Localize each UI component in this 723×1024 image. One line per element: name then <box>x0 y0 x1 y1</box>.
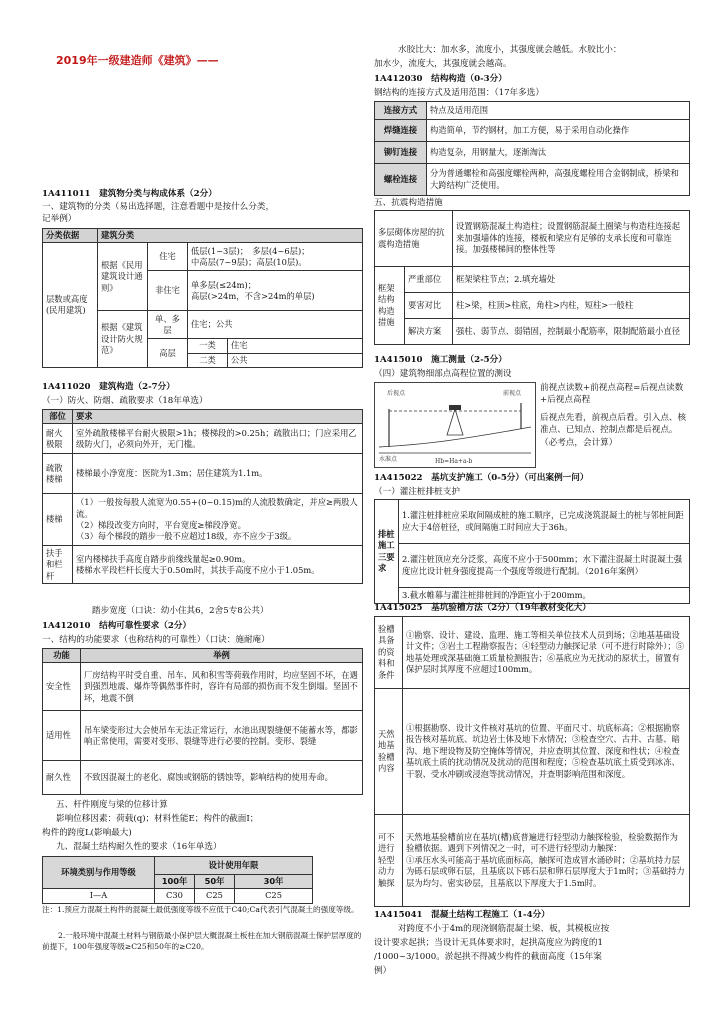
s9-line1: 对跨度不小于4m的现浇钢筋混凝土梁、板，其模板应按 <box>398 924 610 934</box>
f1-val: 厂房结构平时受自重、吊车、风和积雪等荷载作用时，均应坚固不坏，在遇到强烈地震、爆炸等偶然事件时，容许有局部的损伤而不发生倒塌。坚固不坏，地震不倒 <box>81 663 363 711</box>
insp-v1: ①勘察、设计、建设、监理、施工等相关单位技术人员到场；②地基基础设计文件；③岩土工程勘察报告；④轻型动力触探记录（可不进行时除外）；⑤地基处理或深基础施工质量检测报告；⑥基底应为无扰动的原状土，留置有保护层时其厚度不应超过100mm。 <box>403 617 690 689</box>
res-value-1: 低层(1~3层)； 多层(4~6层)； <box>191 245 310 256</box>
s1-intro: 一、建筑物的分类（易出选择题，注意看题中是按什么分类， <box>42 202 275 212</box>
water-binder-1: 水胶比大：加水多，流度小，其强度就会越低。水胶比小： <box>398 45 622 55</box>
s3-line2: 影响位移因素：荷载(q)；材料性能E；构件的截面I； <box>56 814 259 824</box>
th-category: 建筑分类 <box>98 229 363 243</box>
fig-bench: 水准点 <box>379 456 398 463</box>
res-value-2: 中高层(7~9层)；高层(10层)。 <box>191 256 307 267</box>
high-res: 住宅 <box>228 339 363 353</box>
r4-val-2: 楼梯水平段栏杆长度大于0.50m时，其扶手高度不应小于1.05m。 <box>76 564 320 575</box>
nonres-label: 非住宅 <box>148 271 188 311</box>
building-class-table <box>42 228 363 368</box>
leveling-figure <box>374 382 536 468</box>
r3-val-3: （3）每个梯段的踏步一般不应超过18级，亦不应少于3级。 <box>76 531 297 542</box>
val-30: C25 <box>235 889 313 903</box>
r4-val-1: 室内楼梯扶手高度自踏步前缘线量起≥0.90m。 <box>76 553 251 564</box>
th-100: 100年 <box>155 875 195 889</box>
s3-sub: 一、结构的功能要求（也称结构的可靠性）（口诀：施耐庵） <box>42 635 270 645</box>
nonres-value-1: 单多层(≤24m)； <box>191 279 257 290</box>
pile-key: 排桩施工三要求 <box>375 500 399 604</box>
s3-heading: 1A412010 结构可靠性要求（2分） <box>42 621 192 631</box>
nonres-value-2: 高层(>24m，不含>24m的单层) <box>191 290 315 301</box>
residential-label: 住宅 <box>148 243 188 271</box>
seismic-table <box>374 210 690 345</box>
s9-heading: 1A415041 混凝土结构工程施工（1-4分） <box>374 910 550 920</box>
frame-key: 框架结构构造措施 <box>375 267 405 345</box>
m2-val: 构造复杂，用钢量大，逐渐淘汰 <box>427 142 690 164</box>
a2-val: 柱>梁，柱顶>柱底，角柱>内柱，短柱>一般柱 <box>453 293 690 319</box>
stair-note: 踏步宽度（口诀：幼小住其6，2舍5专8公共） <box>92 606 269 616</box>
s8-heading: 1A415025 基坑验槽方法（2分）（19年教材变化大） <box>374 603 591 613</box>
leveling-text-1: 前视点读数+前视点高程=后视点读数+后视点高程 <box>540 383 684 406</box>
durability-table <box>42 856 313 904</box>
pile-req-2: 2.灌注桩顶应充分泛浆，高度不应小于500mm；水下灌注混凝土时混凝土强度应比设计桩身强度提高一个强度等级进行配制。（2016年案例） <box>399 544 690 588</box>
th-50: 50年 <box>195 875 235 889</box>
f2-val: 吊车梁变形过大会使吊车无法正常运行，水池出现裂缝便不能蓄水等，都影响正常使用，需要对变形、裂缝等进行必要的控制。变形、裂缝 <box>81 711 363 761</box>
th-req: 要求 <box>73 410 363 424</box>
s1-heading: 1A411011 建筑物分类与构成体系（2分） <box>42 189 217 199</box>
single-value: 住宅；公共 <box>188 311 363 339</box>
s4-sub: 钢结构的连接方式及适用范围：（17年多选） <box>374 88 544 98</box>
m1-val: 构造简单，节约钢材，加工方便，易于采用自动化操作 <box>427 120 690 142</box>
steel-connection-table <box>374 101 690 196</box>
civil-code: 根据《民用建筑设计通则》 <box>98 243 148 311</box>
a3-val: 强柱、弱节点、弱错固，控制最小配筋率，限制配筋最小直径 <box>453 319 690 345</box>
fig-front: 前视点 <box>503 390 522 397</box>
s4-heading: 1A412030 结构构造（0-3分） <box>374 74 507 84</box>
s6-sub: （四）建筑物细部点高程位置的测设 <box>374 369 512 379</box>
r2-key: 疏散楼梯 <box>43 454 73 494</box>
s3-line4: 九、混凝土结构耐久性的要求（16年单选） <box>56 842 222 852</box>
m2-key: 铆钉连接 <box>375 142 427 164</box>
m3-val: 分为普通螺栓和高强度螺栓两种，高强度螺栓用合金钢制成，桥梁和大跨结构广泛使用。 <box>427 164 690 196</box>
r1-key: 耐火极限 <box>43 424 73 454</box>
footnote-2: 2.一般环境中混凝土材料与钢筋最小保护层大概混凝土板柱在加大钢筋混凝土保护层厚度的前提下，100年强度等级≥C25和50年的≥C20。 <box>42 931 362 952</box>
masonry-key: 多层砌体房屋的抗震构造措施 <box>375 211 453 267</box>
s2-heading: 1A411020 建筑构造（2-7分） <box>42 382 175 392</box>
r2-val: 楼梯最小净宽度：医院为1.3m；居住建筑为1.1m。 <box>73 454 363 494</box>
high-pub: 公共 <box>228 353 363 367</box>
pile-req-1: 1.灌注桩排桩应采取间隔成桩的施工顺序，已完成浇筑混凝土的桩与邻桩间距应大于4倍桩径，或间隔施工时间应大于36h。 <box>399 500 690 544</box>
page-title: 2019年一级建造师《建筑》—— <box>56 54 219 67</box>
th-method: 连接方式 <box>375 102 427 120</box>
r1-val: 室外疏散楼梯平台耐火极限>1h；楼梯段的>0.25h；疏散出口；门应采用乙级防火门，必须向外开，无门槛。 <box>73 424 363 454</box>
class-1: 一类 <box>188 339 228 353</box>
insp-v3b: ①承压水头可能高于基坑底面标高，触探可造成冒水涌砂时；②基坑持力层为砾石层或卵石层，且基底以下砾石层和卵石层厚度大于1m时；③基础持力层为均匀、密实砂层，且基底以下厚度大于1.5m时。 <box>406 854 685 888</box>
inspection-table <box>374 616 690 907</box>
th-life: 设计使用年限 <box>155 857 313 875</box>
fire-code: 根据《建筑设计防火规范》 <box>98 311 148 368</box>
insp-k1: 验槽具备的资料和条件 <box>375 617 403 689</box>
fire-table <box>42 409 363 584</box>
a1-key: 严重部位 <box>405 267 453 293</box>
a3-key: 解决方案 <box>405 319 453 345</box>
masonry-val: 设置钢筋混凝土构造柱；设置钢筋混凝土圈梁与构造柱连接起来加强墙体的连接，楼板和梁应有足够的支承长度和可靠连接。加强楼梯间的整体性等 <box>453 211 690 267</box>
s9-line3: /1000~3/1000。淤起拱不得减少构件的截面高度（15年案 <box>374 952 602 962</box>
env-class: I—A <box>43 889 155 903</box>
basis-cell: 层数或高度(民用建筑) <box>43 243 98 368</box>
insp-k3: 可不进行轻型动力触探 <box>375 815 403 907</box>
a2-key: 要害对比 <box>405 293 453 319</box>
high-label: 高层 <box>148 339 188 368</box>
val-100: C30 <box>155 889 195 903</box>
footnote-1: 注：1.预应力混凝土构件的混凝土最低强度等级不应低于C40;Ca代表引气混凝土的强度等级。 <box>42 905 359 914</box>
th-env: 环境类别与作用等级 <box>43 857 155 889</box>
water-binder-2: 加水少，流度大，其强度就会越高。 <box>374 59 512 69</box>
th-func: 功能 <box>43 649 81 663</box>
r3-key: 楼梯 <box>43 494 73 546</box>
s5-sub: 五、抗震构造措施 <box>374 198 443 208</box>
fig-eq: Hb=Ha+a-b <box>435 458 473 465</box>
s9-line2: 设计要求起拱；当设计无具体要求时，起拱高度应为跨度的1 <box>374 938 603 948</box>
s2-sub: （一）防火、防烟、疏散要求（18年单选） <box>42 396 208 406</box>
fig-back: 后视点 <box>387 390 406 397</box>
m3-key: 螺栓连接 <box>375 164 427 196</box>
insp-v3a: 天然地基验槽前应在基坑(槽)底普遍进行轻型动力触探检验，检验数据作为验槽依据。遇到下列情况之一时，可不进行轻型动力触探： <box>406 831 678 854</box>
s6-heading: 1A415010 施工测量（2-5分） <box>374 355 507 365</box>
insp-v2: ①根据勘察、设计文件核对基坑的位置、平面尺寸、坑底标高；②根据勘察报告核对基坑底、坑边岩土体及地下水情况；③检查空穴、古井、古墓、暗沟、地下埋设物及防空掩体等情况，并应查明其位置、深度和性状；④检查基坑底土质的扰动情况及扰动的范围和程度；⑤检查基坑底土质受到冰冻、干裂、受水冲刷或浸泡等扰动情况，并查明影响范围和深度。 <box>403 689 690 815</box>
s7-heading: 1A415022 基坑支护施工（0-5分）（可出案例一问） <box>374 473 589 483</box>
s9-line4: 例） <box>374 966 392 976</box>
leveling-diagram <box>375 383 535 467</box>
s1-intro-2: 记举例） <box>42 214 77 224</box>
r3-val-1: （1）一般按每股人流宽为0.55+(0~0.15)m的人流股数确定，并应≥两股人流。 <box>76 497 358 519</box>
f3-key: 耐久性 <box>43 761 81 795</box>
pile-req-3: 3.截水帷幕与灌注桩排桩间的净距宜小于200mm。 <box>399 588 690 604</box>
m1-key: 焊缝连接 <box>375 120 427 142</box>
class-2: 二类 <box>188 353 228 367</box>
val-50: C25 <box>195 889 235 903</box>
s3-line1: 五、杆件刚度与梁的位移计算 <box>56 800 168 810</box>
a1-val: 框架梁柱节点；2.填充墙处 <box>453 267 690 293</box>
single-label: 单、多层 <box>148 311 188 339</box>
function-table <box>42 648 363 795</box>
leveling-text-2: 后视点先看，前视点后看。引入点、核准点、已知点、控制点都是后视点。（必考点，会计算） <box>540 413 687 448</box>
pile-table <box>374 499 690 604</box>
th-scope: 特点及适用范围 <box>427 102 690 120</box>
f1-key: 安全性 <box>43 663 81 711</box>
f2-key: 适用性 <box>43 711 81 761</box>
insp-k2: 天然地基验槽内容 <box>375 689 403 815</box>
r3-val-2: （2）梯段改变方向时，平台宽度≥梯段净宽。 <box>76 519 246 530</box>
th-part: 部位 <box>43 410 73 424</box>
th-example: 举例 <box>81 649 363 663</box>
th-30: 30年 <box>235 875 313 889</box>
s7-sub: （一）灌注桩排桩支护 <box>374 487 460 497</box>
f3-val: 不致因混凝土的老化、腐蚀或钢筋的锈蚀等，影响结构的使用寿命。 <box>81 761 363 795</box>
r4-key: 扶手和栏杆 <box>43 546 73 584</box>
th-basis: 分类依据 <box>43 229 98 243</box>
s3-line3: 构件的跨度L(影响最大) <box>42 828 132 838</box>
